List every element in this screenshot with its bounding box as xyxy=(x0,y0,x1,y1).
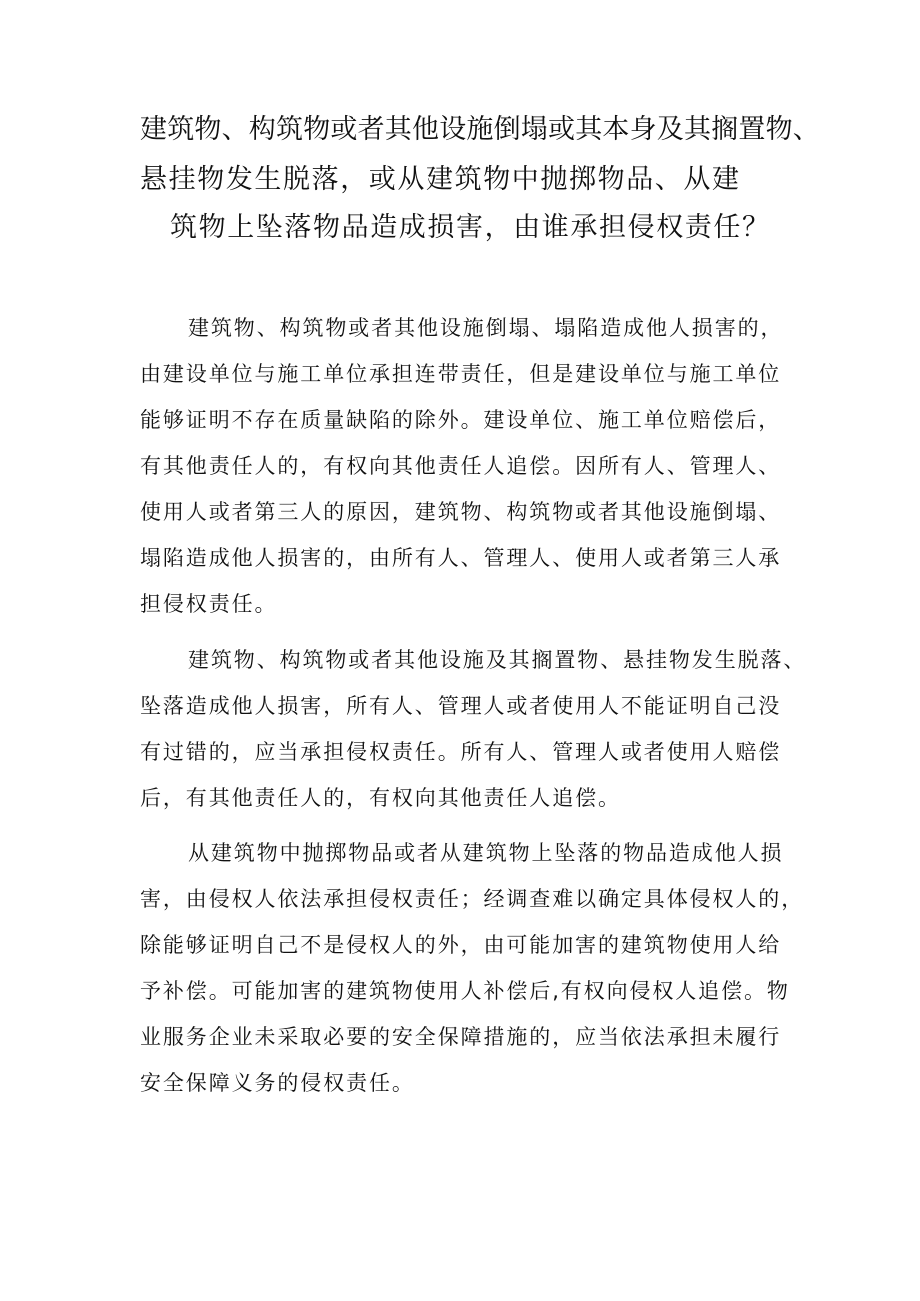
paragraph-1-line-6: 塌陷造成他人损害的，由所有人、管理人、使用人或者第三人承 xyxy=(140,546,782,570)
paragraph-1-line-3: 能够证明不存在质量缺陷的除外。建设单位、施工单位赔偿后， xyxy=(140,408,782,432)
paragraph-2-line-2: 坠落造成他人损害，所有人、管理人或者使用人不能证明自己没 xyxy=(140,694,782,718)
title-line-1: 建筑物、构筑物或者其他设施倒塌或其本身及其搁置物、 xyxy=(140,114,820,145)
paragraph-3-line-1: 从建筑物中抛掷物品或者从建筑物上坠落的物品造成他人损 xyxy=(188,841,784,865)
paragraph-3-line-5: 业服务企业未采取必要的安全保障措施的，应当依法承担未履行 xyxy=(140,1025,782,1049)
paragraph-1-line-4: 有其他责任人的，有权向其他责任人追偿。因所有人、管理人、 xyxy=(140,454,782,478)
paragraph-1-line-1: 建筑物、构筑物或者其他设施倒塌、塌陷造成他人损害的， xyxy=(188,316,784,340)
paragraph-2-line-3: 有过错的，应当承担侵权责任。所有人、管理人或者使用人赔偿 xyxy=(140,740,782,764)
title-line-2: 悬挂物发生脱落，或从建筑物中抛掷物品、从建 xyxy=(140,164,741,195)
paragraph-3-line-3: 除能够证明自己不是侵权人的外，由可能加害的建筑物使用人给 xyxy=(140,933,782,957)
paragraph-3-line-6: 安全保障义务的侵权责任。 xyxy=(140,1071,415,1095)
paragraph-2-line-4: 后，有其他责任人的，有权向其他责任人追偿。 xyxy=(140,786,621,810)
paragraph-3-line-2: 害，由侵权人依法承担侵权责任；经调查难以确定具体侵权人的， xyxy=(140,887,805,911)
paragraph-3-line-4: 予补偿。可能加害的建筑物使用人补偿后,有权向侵权人追偿。物 xyxy=(140,979,790,1003)
paragraph-1-line-2: 由建设单位与施工单位承担连带责任，但是建设单位与施工单位 xyxy=(140,362,782,386)
title-line-3: 筑物上坠落物品造成损害，由谁承担侵权责任？ xyxy=(170,212,771,243)
paragraph-1-line-5: 使用人或者第三人的原因，建筑物、构筑物或者其他设施倒塌、 xyxy=(140,500,782,524)
paragraph-1-line-7: 担侵权责任。 xyxy=(140,592,278,616)
paragraph-2-line-1: 建筑物、构筑物或者其他设施及其搁置物、悬挂物发生脱落、 xyxy=(188,648,807,672)
